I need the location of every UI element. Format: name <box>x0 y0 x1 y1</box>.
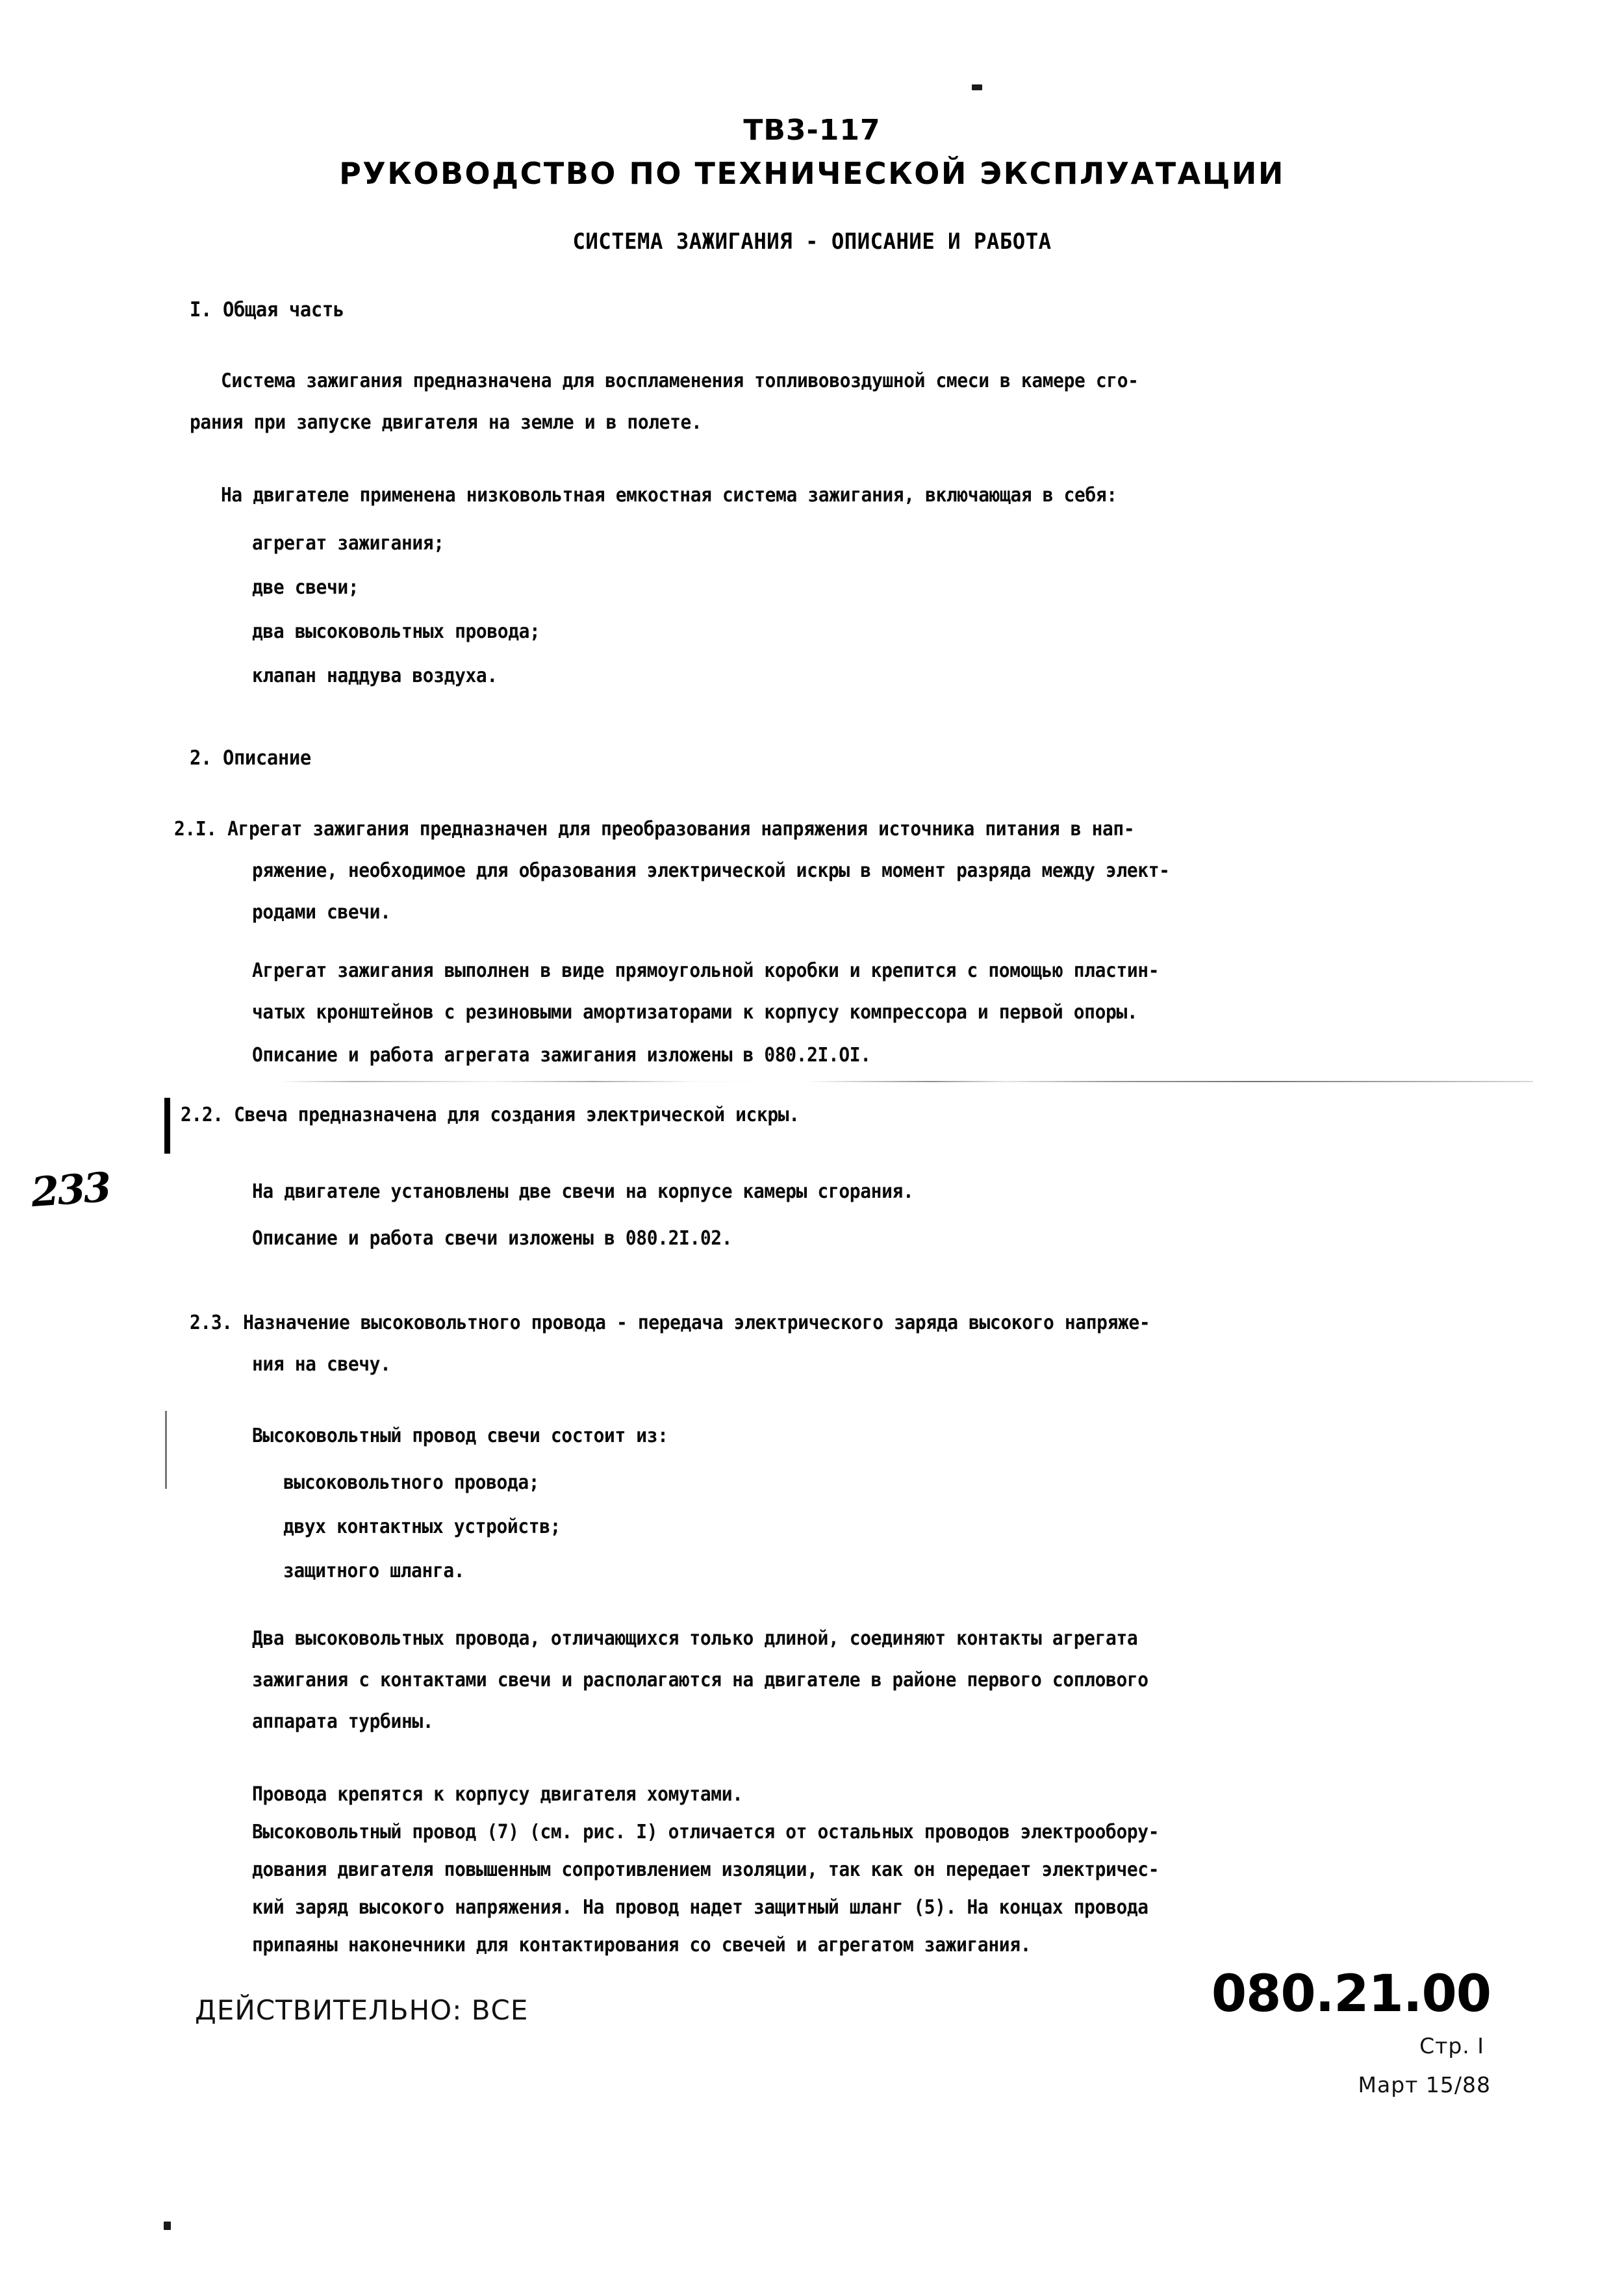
list-item: агрегат зажигания; <box>252 532 444 555</box>
section-2-1-paragraph-2-line-2: чатых кронштейнов с резиновыми амортизаторами к корпусу компрессора и первой опоры. <box>252 1001 1138 1024</box>
page-number-label: Стр. I <box>1419 2033 1484 2059</box>
section-2-3-paragraph-3-line-1: Два высоковольтных провода, отличающихся только длиной, соединяют контакты агрегата <box>252 1627 1138 1650</box>
section-2-3-paragraph-2-line-1: Высоковольтный провод свечи состоит из: <box>252 1425 668 1447</box>
section-1-paragraph-1-line-1: Система зажигания предназначена для воспламенения топливовоздушной смеси в камере сго- <box>221 370 1139 392</box>
section-1-paragraph-1-line-2: рания при запуске двигателя на земле и в полете. <box>190 411 702 434</box>
document-number: 080.21.00 <box>1211 1965 1491 2023</box>
section-2-3-paragraph-4-line-4: кий заряд высокого напряжения. На провод надет защитный шланг (5). На концах провода <box>252 1896 1148 1919</box>
list-item: высоковольтного провода; <box>283 1471 540 1494</box>
scan-artifact-line <box>279 1081 1533 1082</box>
list-item: клапан наддува воздуха. <box>252 665 498 687</box>
list-item: два высоковольтных провода; <box>252 620 540 643</box>
section-2-heading: 2. Описание <box>190 746 311 770</box>
section-2-1-line-1: 2.I. Агрегат зажигания предназначен для преобразования напряжения источника питания в нап- <box>174 818 1135 841</box>
manual-title-heading: РУКОВОДСТВО ПО ТЕХНИЧЕСКОЙ ЭКСПЛУАТАЦИИ <box>339 156 1285 191</box>
list-item: две свечи; <box>252 576 359 599</box>
section-2-3-paragraph-4-line-2: Высоковольтный провод (7) (см. рис. I) отличается от остальных проводов электрообору- <box>252 1821 1160 1843</box>
change-bar-section-2-2 <box>164 1098 170 1154</box>
validity-statement: ДЕЙСТВИТЕЛЬНО: ВСЕ <box>195 1994 529 2026</box>
section-2-2-reference-line: Описание и работа свечи изложены в 080.2I.02. <box>252 1227 733 1250</box>
section-2-3-paragraph-4-line-5: припаяны наконечники для контактирования со свечей и агрегатом зажигания. <box>252 1934 1032 1957</box>
section-1-paragraph-2-line-1: На двигателе применена низковольтная емкостная система зажигания, включающая в себя: <box>221 484 1117 507</box>
section-2-1-line-3: родами свечи. <box>252 901 391 924</box>
section-2-1-paragraph-2-line-1: Агрегат зажигания выполнен в виде прямоугольной коробки и крепится с помощью пластин- <box>252 959 1160 982</box>
handwritten-page-annotation: 233 <box>29 1163 111 1217</box>
scan-speck-top <box>972 84 982 90</box>
revision-date: Март 15/88 <box>1358 2072 1491 2097</box>
section-2-3-paragraph-4-line-1: Провода крепятся к корпусу двигателя хомутами. <box>252 1783 743 1806</box>
engine-model-heading: ТВ3-117 <box>743 114 881 147</box>
section-2-3-paragraph-3-line-3: аппарата турбины. <box>252 1710 434 1733</box>
section-2-1-reference-line: Описание и работа агрегата зажигания изложены в 080.2I.OI. <box>252 1044 871 1067</box>
list-item: двух контактных устройств; <box>283 1515 561 1538</box>
scan-speck-bottom <box>164 2222 171 2230</box>
section-1-heading: I. Общая часть <box>190 298 344 322</box>
section-2-3-line-2: ния на свечу. <box>252 1353 391 1376</box>
section-2-3-paragraph-4-line-3: дования двигателя повышенным сопротивлением изоляции, так как он передает электричес- <box>252 1858 1160 1881</box>
section-2-3-line-1: 2.3. Назначение высоковольтного провода - передача электрического заряда высокого напряже- <box>190 1311 1150 1334</box>
list-item: защитного шланга. <box>283 1560 465 1582</box>
section-2-3-paragraph-3-line-2: зажигания с контактами свечи и располагаются на двигателе в районе первого соплового <box>252 1669 1148 1691</box>
chapter-section-heading: СИСТЕМА ЗАЖИГАНИЯ - ОПИСАНИЕ И РАБОТА <box>572 229 1052 255</box>
change-bar-section-2-3 <box>165 1411 167 1489</box>
section-2-1-line-2: ряжение, необходимое для образования электрической искры в момент разряда между элект- <box>252 859 1170 882</box>
section-2-2-paragraph-2-line-1: На двигателе установлены две свечи на корпусе камеры сгорания. <box>252 1180 914 1203</box>
section-2-2-line-1: 2.2. Свеча предназначена для создания электрической искры. <box>181 1104 800 1126</box>
